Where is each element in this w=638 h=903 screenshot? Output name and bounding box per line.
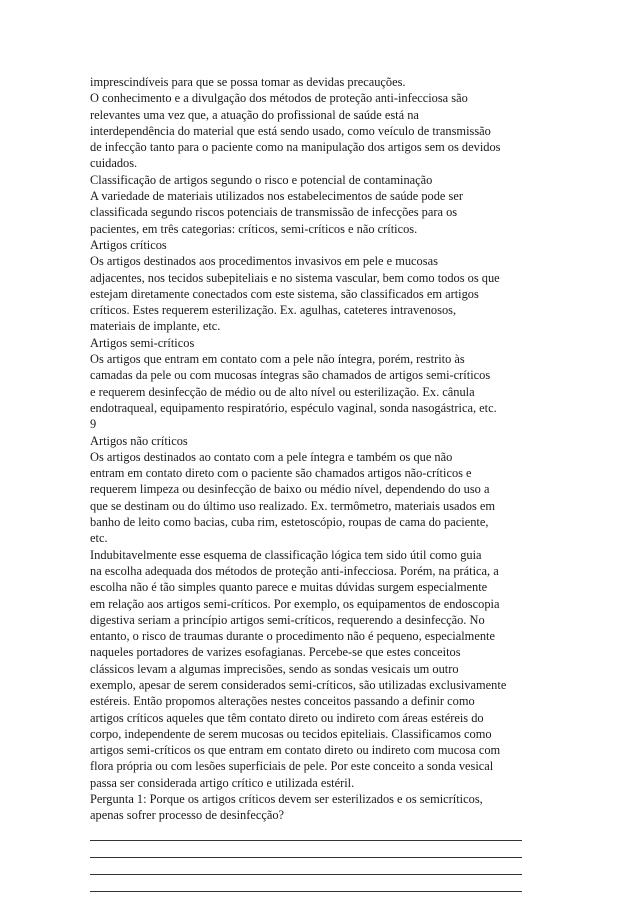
answer-line[interactable]	[90, 824, 522, 841]
text-line: exemplo, apesar de serem considerados semi-críticos, são utilizadas exclusivamente	[90, 677, 507, 692]
question-line: apenas sofrer processo de desinfecção?	[90, 808, 285, 823]
text-line: adjacentes, nos tecidos subepiteliais e no sistema vascular, bem como todos os que	[90, 270, 500, 285]
section-heading: Classificação de artigos segundo o risco e potencial de contaminação	[90, 172, 433, 187]
text-line: e requerem desinfecção de médio ou de alto nível ou esterilização. Ex. cânula	[90, 384, 475, 399]
text-line: Os artigos destinados aos procedimentos invasivos em pele e mucosas	[90, 254, 438, 269]
text-line: imprescindíveis para que se possa tomar as devidas precauções.	[90, 75, 406, 89]
text-line: corpo, independente de serem mucosas ou tecidos epiteliais. Classificamos como	[90, 726, 492, 741]
text-line: naqueles portadores de varizes esofagianas. Percebe-se que estes conceitos	[90, 645, 461, 660]
text-line: escolha não é tão simples quanto parece e muitas dúvidas surgem especialmente	[90, 580, 488, 595]
document-page	[90, 74, 530, 892]
text-line: O conhecimento e a divulgação dos métodos de proteção anti-infecciosa são	[90, 91, 468, 106]
text-line: artigos semi-críticos os que entram em contato direto ou indireto com mucosa com	[90, 743, 501, 758]
text-line: flora própria ou com lesões superficiais de pele. Por este conceito a sonda vesical	[90, 759, 494, 774]
text-line: artigos críticos aqueles que têm contato direto ou indireto com áreas estéreis do	[90, 710, 484, 725]
text-line: classificada segundo riscos potenciais de transmissão de infecções para os	[90, 205, 458, 220]
question-line: Pergunta 1: Porque os artigos críticos devem ser esterilizados e os semicríticos,	[90, 792, 483, 807]
text-line: Os artigos destinados ao contato com a pele íntegra e também os que não	[90, 449, 453, 464]
text-line: em relação aos artigos semi-críticos. Por exemplo, os equipamentos de endoscopia	[90, 596, 500, 611]
section-heading: Artigos não críticos	[90, 433, 188, 448]
answer-line[interactable]	[90, 875, 522, 892]
text-line: etc.	[90, 531, 108, 546]
text-line: endotraqueal, equipamento respiratório, espéculo vaginal, sonda nasogástrica, etc.	[90, 400, 497, 415]
text-line: estejam diretamente conectados com este sistema, são classificados em artigos	[90, 286, 479, 301]
text-line: requerem limpeza ou desinfecção de baixo ou médio nível, dependendo do uso a	[90, 482, 490, 497]
answer-line[interactable]	[90, 841, 522, 858]
section-heading: Artigos críticos	[90, 237, 167, 252]
text-line: entanto, o risco de traumas durante o procedimento não é pequeno, especialmente	[90, 629, 495, 644]
text-line: interdependência do material que está sendo usado, como veículo de transmissão	[90, 123, 491, 138]
text-line: que se destinam ou do último uso realizado. Ex. termômetro, materiais usados em	[90, 498, 496, 513]
text-line: Indubitavelmente esse esquema de classificação lógica tem sido útil como guia	[90, 547, 482, 562]
text-line: críticos. Estes requerem esterilização. Ex. agulhas, cateteres intravenosos,	[90, 303, 457, 318]
page-number: 9	[90, 417, 97, 432]
text-line: entram em contato direto com o paciente são chamados artigos não-críticos e	[90, 466, 472, 481]
text-line: camadas da pele ou com mucosas íntegras são chamados de artigos semi-críticos	[90, 368, 491, 383]
text-line: relevantes uma vez que, a atuação do profissional de saúde está na	[90, 107, 419, 122]
text-line: na escolha adequada dos métodos de proteção anti-infecciosa. Porém, na prática, a	[90, 563, 499, 578]
text-line: Os artigos que entram em contato com a pele não íntegra, porém, restrito às	[90, 352, 465, 367]
text-line: pacientes, em três categorias: críticos, semi-críticos e não críticos.	[90, 221, 418, 236]
section-heading: Artigos semi-críticos	[90, 335, 195, 350]
text-line: clássicos levam a algumas imprecisões, sendo as sondas vesicais um outro	[90, 661, 459, 676]
text-line: banho de leito como bacias, cuba rim, estetoscópio, roupas de cama do paciente,	[90, 515, 489, 530]
text-line: materiais de implante, etc.	[90, 319, 221, 334]
text-line: estéreis. Então propomos alterações nestes conceitos passando a definir como	[90, 694, 475, 709]
text-line: de infecção tanto para o paciente como na manipulação dos artigos sem os devidos	[90, 140, 501, 155]
answer-line[interactable]	[90, 858, 522, 875]
text-line: digestiva seriam a princípio artigos semi-críticos, requerendo a desinfecção. No	[90, 612, 485, 627]
text-line: passa ser considerada artigo crítico e utilizada estéril.	[90, 775, 355, 790]
text-line: cuidados.	[90, 156, 138, 171]
text-line: A variedade de materiais utilizados nos estabelecimentos de saúde pode ser	[90, 189, 463, 204]
